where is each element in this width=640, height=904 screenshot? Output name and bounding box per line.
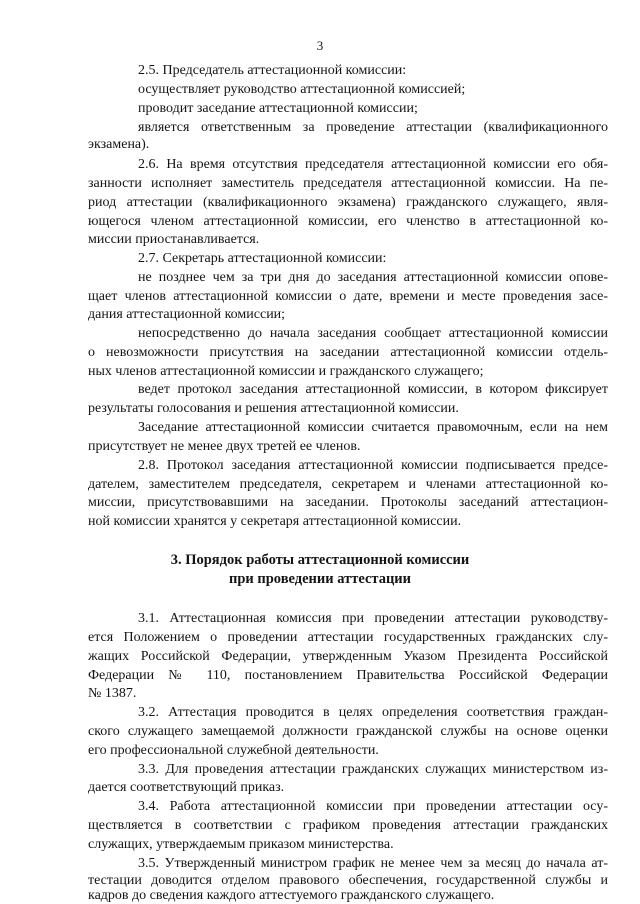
text-line: его профессиональной служебной деятельности. <box>88 743 379 758</box>
text-line: 3.5. Утвержденный министром график не менее чем за месяц до начала ат- <box>138 856 608 871</box>
text-line: 3.3. Для проведения аттестации гражданских служащих министерством из- <box>138 762 608 777</box>
text-line: 2.5. Председатель аттестационной комиссии: <box>138 63 407 78</box>
text-line: тестации доводится отделом правового обеспечения, государственной службы и <box>88 873 608 888</box>
text-line: ведет протокол заседания аттестационной комиссии, в котором фиксирует <box>138 382 608 397</box>
text-line: жащих Российской Федерации, утвержденным Указом Президента Российской <box>88 649 608 664</box>
text-line: риод аттестации (квалификационного экзамена) гражданского служащего, явля- <box>88 195 608 210</box>
text-line: проводит заседание аттестационной комиссии; <box>138 101 418 116</box>
text-line: дания аттестационной комиссии; <box>88 307 286 322</box>
section-heading: 3. Порядок работы аттестационной комиссии <box>170 552 470 568</box>
text-line: непосредственно до начала заседания сообщает аттестационной комиссии <box>138 326 608 341</box>
text-line: 3.2. Аттестация проводится в целях определения соответствия граждан- <box>138 705 608 720</box>
section-heading: при проведении аттестации <box>228 571 412 587</box>
text-line: дается соответствующий приказ. <box>88 780 285 795</box>
text-line: миссии, присутствовавшими на заседании. Протоколы заседаний аттестацион- <box>88 495 608 510</box>
text-line: ной комиссии хранятся у секретаря аттестационной комиссии. <box>88 514 462 529</box>
text-line: экзамена). <box>88 137 150 152</box>
text-line: результаты голосования и решения аттестационной комиссии. <box>88 401 459 416</box>
text-line: № 1387. <box>88 686 137 701</box>
text-line: щает членов аттестационной комиссии о дате, времени и месте проведения засе- <box>88 289 608 304</box>
text-line: ется Положением о проведении аттестации государственных гражданских слу- <box>88 630 608 645</box>
text-line: ского служащего замещаемой должности гражданской службы на основе оценки <box>88 724 608 739</box>
text-line: ных членов аттестационной комиссии и гражданского служащего; <box>88 364 484 379</box>
text-line: миссии приостанавливается. <box>88 232 260 247</box>
text-line: кадров до сведения каждого аттестуемого гражданского служащего. <box>88 888 495 903</box>
text-line: Федерации № 110, постановлением Правительства Российской Федерации <box>88 668 608 683</box>
text-line: 2.6. На время отсутствия председателя аттестационной комиссии его обя- <box>138 157 608 172</box>
text-line: ществляется в соответствии с графиком проведения аттестации гражданских <box>88 818 608 833</box>
text-line: 2.7. Секретарь аттестационной комиссии: <box>138 251 387 266</box>
text-line: 2.8. Протокол заседания аттестационной комиссии подписывается предсе- <box>138 458 608 473</box>
text-line: Заседание аттестационной комиссии считается правомочным, если на нем <box>138 420 608 435</box>
page-number: 3 <box>316 38 324 53</box>
text-line: 3.4. Работа аттестационной комиссии при проведении аттестации осу- <box>138 799 608 814</box>
text-line: занности исполняет заместитель председателя аттестационной комиссии. На пе- <box>88 176 608 191</box>
text-line: о невозможности присутствия на заседании аттестационной комиссии отдель- <box>88 345 608 360</box>
text-line: присутствует не менее двух третей ее членов. <box>88 439 361 454</box>
text-line: ющегося членом аттестационной комиссии, его членство в аттестационной ко- <box>88 214 608 229</box>
text-line: не позднее чем за три дня до заседания аттестационной комиссии опове- <box>138 270 608 285</box>
text-line: служащих, утверждаемым приказом министерства. <box>88 837 394 852</box>
text-line: является ответственным за проведение аттестации (квалификационного <box>138 120 608 135</box>
text-line: 3.1. Аттестационная комиссия при проведении аттестации руководству- <box>138 611 608 626</box>
text-line: осуществляет руководство аттестационной комиссией; <box>138 82 466 97</box>
text-line: дателем, заместителем председателя, секретарем и членами аттестационной ко- <box>88 477 608 492</box>
